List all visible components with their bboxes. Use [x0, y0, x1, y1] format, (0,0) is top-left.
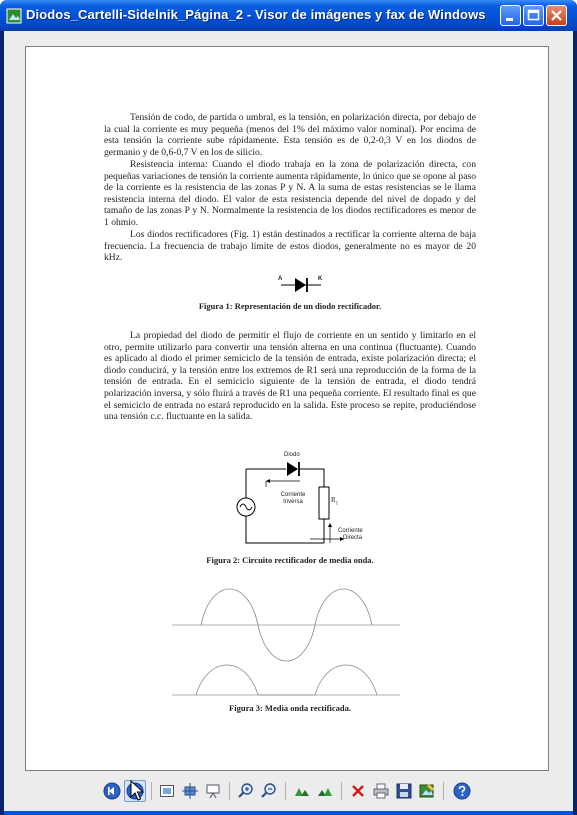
- waveform-figure: [166, 577, 406, 697]
- circuit-diode-triangle: [287, 462, 298, 476]
- toolbar-separator: [229, 782, 230, 800]
- rotate-counterclockwise-button[interactable]: [314, 780, 336, 802]
- help-button[interactable]: [451, 780, 473, 802]
- help-icon: [453, 782, 471, 800]
- toolbar-separator: [341, 782, 342, 800]
- diode-label: Diodo: [284, 452, 300, 458]
- figure-1-caption: Figura 1: Representación de un diodo rectificador.: [198, 301, 382, 311]
- viewer-toolbar: [4, 772, 573, 806]
- slideshow-icon: [204, 782, 222, 800]
- open-for-editing-button[interactable]: [416, 780, 438, 802]
- rotate-clockwise-button[interactable]: [291, 780, 313, 802]
- mouse-cursor-icon: [130, 780, 144, 802]
- image-viewport[interactable]: [25, 46, 549, 771]
- rotate-clockwise-icon: [293, 782, 311, 800]
- client-area: [4, 31, 573, 811]
- document-page: [26, 47, 548, 770]
- toolbar-separator: [443, 782, 444, 800]
- delete-button[interactable]: [347, 780, 369, 802]
- copy-to-button[interactable]: [393, 780, 415, 802]
- actual-size-button[interactable]: [179, 780, 201, 802]
- diode-triangle: [295, 278, 306, 292]
- paragraph-half-wave: La propiedad del diodo de permitir el flujo de corriente en un sentido y limitarlo en el otro, permite utilizarlo para convertir una tensión alterna en una continua (fluctuante). Cuando es aplicado al diodo el primer semiciclo de la tensión de entrada, existe polarización directa; el diodo conducirá, y la tensión entre los extremos de R1 será una reproducción de la forma de la tensión de entrada. En el semiciclo siguiente de la tensión de entrada, el diodo tendrá polarización inversa, y sólo fluirá a través de R1 una pequeña corriente. El resultado final es que el semiciclo de entrada no estará reproducido en la salida. Este proceso se repite, produciéndose una tensión c.c. fluctuante en la salida.: [104, 330, 476, 423]
- zoom-out-button[interactable]: [258, 780, 280, 802]
- window-bottom-border: [4, 811, 573, 815]
- actual-size-icon: [181, 782, 199, 800]
- rotate-counterclockwise-icon: [316, 782, 334, 800]
- edit-image-icon: [418, 782, 436, 800]
- close-button[interactable]: [546, 5, 567, 26]
- best-fit-button[interactable]: [156, 780, 178, 802]
- maximize-button[interactable]: [523, 5, 544, 26]
- title-bar[interactable]: [0, 0, 577, 31]
- print-button[interactable]: [370, 780, 392, 802]
- direct-current-label-1: Corriente: [338, 528, 363, 534]
- direct-current-label-2: Directa: [343, 535, 363, 541]
- paragraph-threshold-voltage: Tensión de codo, de partida o umbral, es la tensión, en polarización directa, por debajo de la cual la corriente es muy pequeña (menos del 1% del máximo valor nominal). Por encima de esta tensión la corriente sube rápidamente. Esta tensión es de 0,2-0,3 V en los diodos de germanio y de 0,6-0,7 V en los de silicio.: [104, 112, 476, 158]
- paragraph-rectifier-diodes: Los diodos rectificadores (Fig. 1) están destinados a rectificar la corriente alterna de baja frecuencia. La frecuencia de trabajo límite de estos diodos, generalmente no es mayor de 20 kHz.: [104, 229, 476, 264]
- resistor-label: $R_1$: [331, 496, 339, 507]
- resistor-r1: [319, 487, 329, 519]
- zoom-in-icon: [237, 782, 255, 800]
- save-icon: [395, 782, 413, 800]
- cathode-label: K: [318, 276, 323, 282]
- window-title: Diodos_Cartelli-Sidelnik_Página_2 - Visor de imágenes y fax de Windows: [26, 7, 486, 22]
- zoom-out-icon: [260, 782, 278, 800]
- anode-label: A: [278, 276, 283, 282]
- zoom-in-button[interactable]: [235, 780, 257, 802]
- print-icon: [372, 782, 390, 800]
- reverse-current-label-1: Corriente: [280, 492, 306, 498]
- figure-2-caption: Figura 2: Circuito rectificador de media onda.: [206, 555, 374, 565]
- previous-icon: [103, 782, 121, 800]
- toolbar-separator: [285, 782, 286, 800]
- figure-3-caption: Figura 3: Media onda rectificada.: [229, 703, 351, 713]
- app-icon: [6, 8, 22, 24]
- delete-icon: [349, 782, 367, 800]
- rectified-half-wave: [196, 665, 377, 695]
- best-fit-icon: [158, 782, 176, 800]
- previous-image-button[interactable]: [101, 780, 123, 802]
- toolbar-separator: [151, 782, 152, 800]
- slideshow-button[interactable]: [202, 780, 224, 802]
- paragraph-internal-resistance: Resistencia interna: Cuando el diodo trabaja en la zona de polarización directa, con pequeñas variaciones de tensión la corriente aumenta rápidamente, lo único que se opone al paso de la corriente es la resistencia de las zonas P y N. A la suma de estas resistencias se le llama resistencia interna del diodo. El valor de esta resistencia depende del nivel de dopado y del tamaño de las zonas P y N. Normalmente la resistencia de los diodos rectificadores es menor de 1 ohmio.: [104, 159, 476, 228]
- minimize-button[interactable]: [500, 5, 521, 26]
- reverse-current-label-2: Inversa: [283, 499, 303, 505]
